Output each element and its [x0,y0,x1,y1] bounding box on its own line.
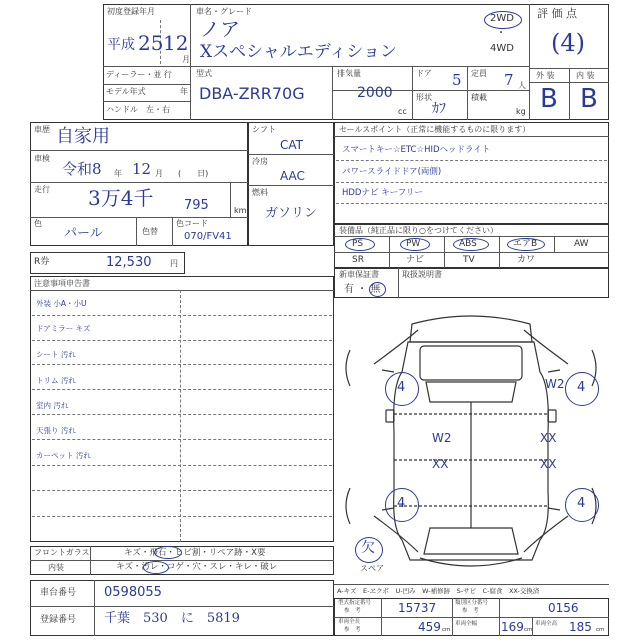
inspection-month-unit: 月 [155,169,163,178]
code3-value: 459 [418,620,441,634]
model-year-label: モデル年式 [106,87,146,96]
spare-mark: 欠 [361,540,375,556]
inspection-month: 12 [132,160,152,178]
history-label: 車歴 [34,125,50,134]
sales-point-3: HDDナビ キーフリー [342,188,423,198]
sales-point-1: スマートキー☆ETC☆HIDヘッドライト [342,145,491,155]
equip-tv: TV [463,255,475,265]
equip-aw: AW [574,239,589,249]
inspection-year-unit: 年 [114,169,122,178]
displacement-label: 排気量 [337,69,361,78]
code2-sub: 参 考 [462,608,479,614]
chassis-value: 0598055 [104,585,162,600]
code4-value: 169 [501,620,524,634]
fuel-label: 燃料 [252,188,268,197]
car-name: ノア [200,17,240,41]
damage-legend: A-キズ E-ヱクボ U-凹み W-補修跡 S-サビ C-腐食 XX-交換済 [337,587,540,595]
door-label: ドア [416,69,432,78]
code5-value: 185 [569,620,592,634]
grade-value: (4) [551,29,585,57]
shape: ｶﾌ [432,101,446,117]
plate-label: 登録番号 [40,615,77,625]
name-label: 車名・グレード [196,7,252,16]
equipment-label: 装備品（純正品に限り○をつけてください） [339,226,498,235]
drive-4wd: 4WD [490,43,514,54]
fuel-value: ガソリン [265,206,318,221]
note-5: 室内 汚れ [36,401,69,410]
int-label: 内 装 [576,71,595,80]
drive-dot: ・ [496,28,506,39]
equip-pw: PW [406,239,421,249]
r-price-value: 12,530 [106,255,152,270]
color-code: 070/FV41 [184,231,232,242]
mark-right-rear-door: XX [540,457,557,471]
equip-sr: SR [352,255,364,265]
sales-points-label: セールスポイント（正常に機能するものに限ります） [339,125,531,134]
shift-label: シフト [252,125,276,134]
car-grade: Xスペシャルエディション [200,42,398,62]
chip-circle [154,546,182,559]
mark-left-front-door: W2 [432,431,452,445]
displacement: 2000 [357,85,393,101]
code3-label: 車両全長 [338,619,361,625]
equip-airbag: エアB [513,239,538,249]
color-value: パール [64,226,103,241]
note-2: ドアミラー キズ [36,324,91,333]
shift-value: CAT [280,138,303,152]
code5-label: 車両全高 [535,621,558,627]
color-label: 色 [34,219,42,228]
shape-label: 形状 [416,93,432,102]
mileage-exact: 795 [184,198,209,213]
code3-unit: cm [442,627,451,633]
code1-value: 15737 [398,601,437,615]
header-box [103,4,609,120]
ac-value: AAC [280,169,305,183]
ext-label: 外 装 [536,71,555,80]
capacity-label: 定員 [471,69,487,78]
code5-unit: cm [596,627,605,633]
r-price-unit: 円 [170,259,178,268]
model-code: DBA-ZRR70G [199,84,305,103]
dealer-label: ディーラー・並 行 [106,70,172,79]
load-label: 積載 [471,93,487,102]
note-7: カーペット 汚れ [36,451,91,460]
doors: 5 [452,71,462,89]
ext-grade: B [540,84,558,114]
reg-era: 平成 [107,37,135,53]
ac-label: 冷房 [252,157,268,166]
code2-value: 0156 [548,601,579,615]
tire-fr: 4 [577,380,586,395]
stain-circle [143,561,169,574]
inspection-day: ( 日) [178,169,209,178]
drive-2wd: 2WD [490,13,514,24]
km-unit: km [234,206,247,215]
note-6: 天張り 汚れ [36,426,76,435]
equip-navi: ナビ [406,255,425,265]
capacity: 7 [504,71,514,89]
model-year-unit: 年 [180,87,188,96]
windshield-label: フロントガラス [34,548,90,557]
chassis-label: 車台番号 [40,588,77,598]
color-code-label: 色コード [176,219,208,228]
spare-label: スペア [360,564,384,573]
sales-point-2: パワースライドドア(両側) [342,167,442,177]
reg-month: 12 [163,31,189,55]
kg-unit: kg [516,107,526,116]
r-price-label: R券 [34,257,50,267]
code4-unit: cm [524,627,533,633]
code4-label: 車両全幅 [455,621,478,627]
note-1: 外装 小A・小U [36,299,87,308]
color-change-label: 色替 [142,227,158,236]
inspection-label: 車検 [34,154,50,163]
mark-left-rear-door: XX [432,457,449,471]
mileage-hand: 3万4千 [88,186,154,210]
equip-ps: PS [352,239,364,249]
note-4: トリム 汚れ [36,376,76,385]
mileage-label: 走行 [34,185,50,194]
mark-front-right: W2 [545,377,565,391]
reg-year: 25 [138,31,164,55]
handle-label: ハンドル 左・右 [106,105,170,114]
notes-label: 注意事項申告書 [34,279,90,288]
history-value: 自家用 [56,126,110,147]
interior-label: 内装 [48,563,64,572]
note-3: シート 汚れ [36,350,76,359]
tire-fl: 4 [397,380,406,395]
code2-label: 類別区分番号 [455,600,489,606]
cc-unit: cc [398,107,407,116]
int-grade: B [580,84,598,114]
mark-right-front-door: XX [540,431,557,445]
equip-abs: ABS [459,239,477,249]
person-unit: 人 [518,81,526,90]
warranty-value: 有 ・ 無 [344,284,381,295]
warranty-none-circle [369,282,386,297]
tire-rr: 4 [577,496,586,511]
inspection-era: 令和8 [62,160,102,178]
windshield-text: キズ・飛石・ヒビ割・リペア跡・X要 [124,548,266,558]
warranty-label: 新車保証書 [339,270,379,279]
plate-value: 千葉 530 に 5819 [104,611,240,626]
month-unit: 月 [182,55,190,64]
reg-label: 初度登録年月 [107,7,155,16]
type-label: 型式 [196,69,212,78]
code1-label: 型式指定番号 [338,600,372,606]
equip-leather: カワ [517,255,536,265]
code3-sub: 参 考 [344,627,361,633]
tire-rl: 4 [397,496,406,511]
manual-label: 取扱説明書 [402,270,442,279]
code1-sub: 参 考 [344,608,361,614]
interior-text: キズ・汚レ・コゲ・穴・スレ・キレ・破レ [116,562,278,572]
grade-label: 評 価 点 [537,7,577,20]
